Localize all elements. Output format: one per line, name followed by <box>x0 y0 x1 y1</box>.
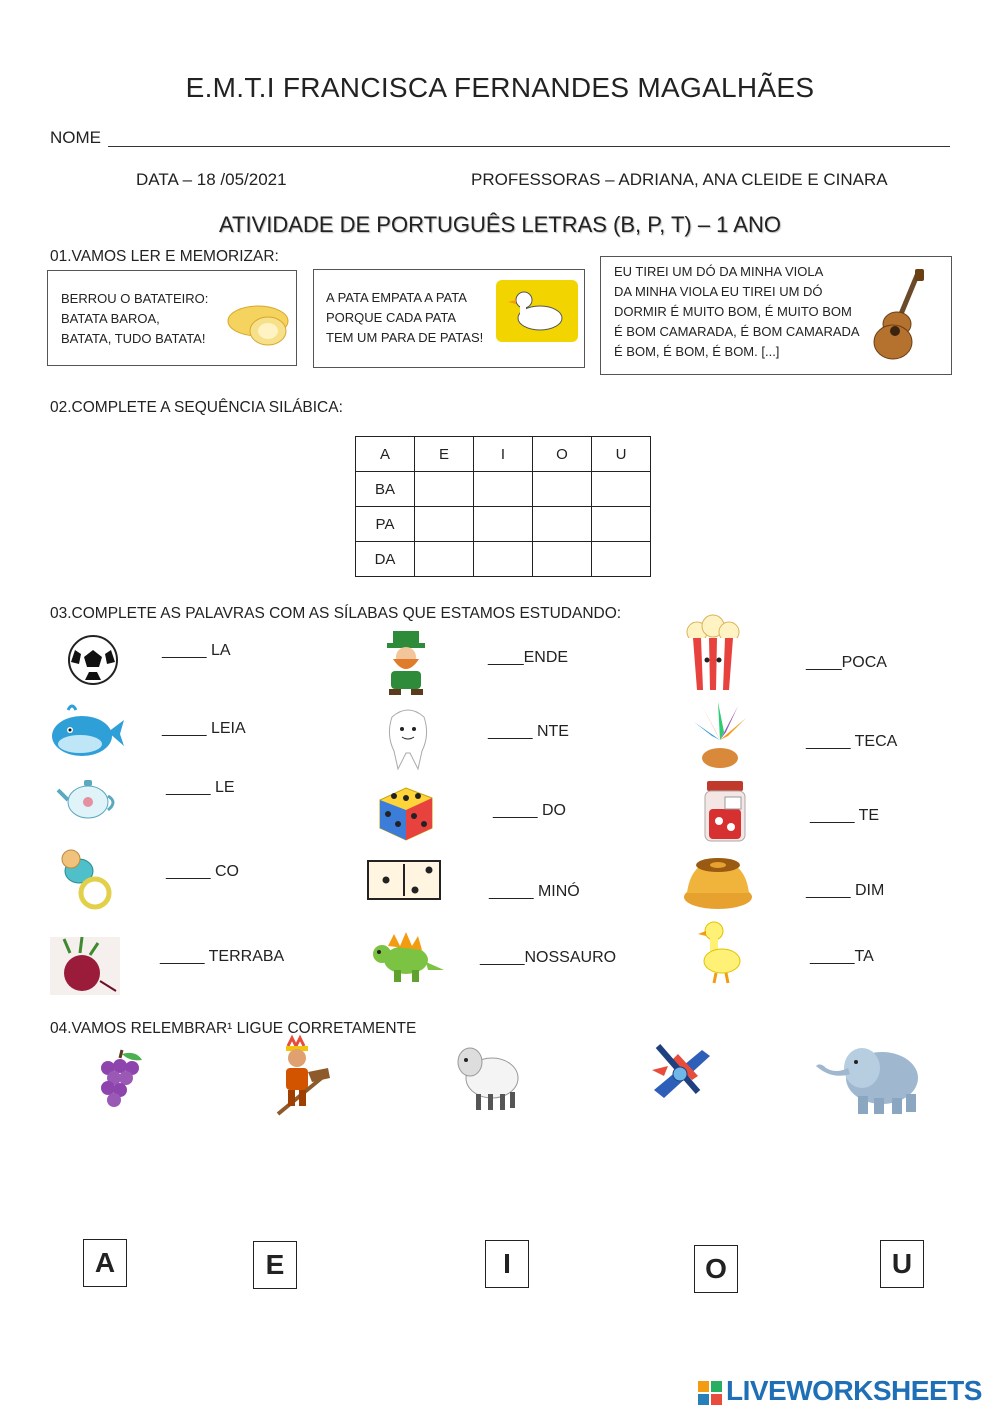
activity-title: ATIVIDADE DE PORTUGUÊS LETRAS (B, P, T) – 1 ANO <box>219 212 781 237</box>
verse-line: EU TIREI UM DÓ DA MINHA VIOLA <box>614 264 824 279</box>
school-name: E.M.T.I FRANCISCA FERNANDES MAGALHÃES <box>185 72 815 103</box>
verse-line: É BOM, É BOM, É BOM. [...] <box>614 344 780 359</box>
table-row <box>356 472 651 507</box>
word-blank[interactable]: _____TA <box>810 948 874 965</box>
verse-line: É BOM CAMARADA, É BOM CAMARADA <box>614 324 860 339</box>
beet-icon <box>50 937 120 995</box>
table-row <box>356 507 651 542</box>
soccer-ball-icon <box>67 634 119 686</box>
airplane-icon[interactable] <box>648 1040 714 1106</box>
vowel-box-u[interactable]: U <box>880 1240 924 1288</box>
pudding-icon <box>681 853 755 911</box>
teachers-text: PROFESSORAS – ADRIANA, ANA CLEIDE E CINARA <box>471 170 888 189</box>
verse-line: TEM UM PARA DE PATAS! <box>326 330 484 345</box>
answer-cell[interactable] <box>592 507 651 542</box>
answer-cell[interactable] <box>415 507 474 542</box>
word-blank[interactable]: ____ENDE <box>488 649 569 666</box>
teapot-icon <box>58 774 118 822</box>
table-row <box>356 437 651 472</box>
word-blank[interactable]: _____ LE <box>166 779 235 796</box>
table-header-cell: E <box>415 437 474 472</box>
word-blank[interactable]: _____ TE <box>810 807 880 824</box>
table-header-cell: U <box>592 437 651 472</box>
table-header-cell: O <box>533 437 592 472</box>
answer-cell[interactable] <box>415 542 474 577</box>
word-blank[interactable]: _____NOSSAURO <box>480 949 617 966</box>
vowel-box-i[interactable]: I <box>485 1240 529 1288</box>
leprechaun-icon <box>373 631 439 697</box>
word-blank[interactable]: _____ CO <box>166 863 239 880</box>
word-blank[interactable]: ____POCA <box>806 654 887 671</box>
name-line[interactable] <box>108 146 950 147</box>
answer-cell[interactable] <box>474 472 533 507</box>
verse-box-guitar <box>600 256 952 375</box>
pacifier-icon <box>55 849 115 913</box>
q4-label: 04.VAMOS RELEMBRAR¹ LIGUE CORRETAMENTE <box>50 1020 417 1037</box>
name-label: NOME <box>50 128 101 147</box>
word-blank[interactable]: _____ LEIA <box>162 720 246 737</box>
whale-icon <box>50 700 126 758</box>
sheep-icon[interactable] <box>452 1034 522 1114</box>
potato-icon <box>223 299 293 354</box>
table-header-cell: A <box>356 437 415 472</box>
answer-cell[interactable] <box>592 542 651 577</box>
tooth-icon <box>386 707 430 771</box>
answer-cell[interactable] <box>415 472 474 507</box>
answer-cell[interactable] <box>533 542 592 577</box>
q3-label: 03.COMPLETE AS PALAVRAS COM AS SÍLABAS QUE ESTAMOS ESTUDANDO: <box>50 605 622 622</box>
jam-jar-icon <box>699 779 751 845</box>
answer-cell[interactable] <box>474 507 533 542</box>
table-row-label: BA <box>356 472 415 507</box>
dinosaur-icon <box>372 926 444 984</box>
word-blank[interactable]: _____ DIM <box>806 882 885 899</box>
word-blank[interactable]: _____ DO <box>493 802 566 819</box>
q1-label: 01.VAMOS LER E MEMORIZAR: <box>50 248 279 265</box>
answer-cell[interactable] <box>592 472 651 507</box>
verse-line: DORMIR É MUITO BOM, É MUITO BOM <box>614 304 852 319</box>
verse-line: BERROU O BATATEIRO: <box>61 291 209 306</box>
date-text: DATA – 18 /05/2021 <box>136 170 287 189</box>
duck-icon <box>496 280 578 342</box>
domino-icon <box>367 860 441 900</box>
verse-box-potato <box>47 270 297 366</box>
word-blank[interactable]: _____ LA <box>162 642 231 659</box>
verse-line: BATATA BAROA, <box>61 311 160 326</box>
dice-icon <box>376 784 436 844</box>
verse-line: PORQUE CADA PATA <box>326 310 457 325</box>
answer-cell[interactable] <box>474 542 533 577</box>
indian-boy-icon[interactable] <box>268 1038 334 1116</box>
liveworksheets-logo: LIVEWORKSHEETS <box>726 1375 982 1406</box>
popcorn-icon <box>681 616 745 696</box>
vowel-box-a[interactable]: A <box>83 1239 127 1287</box>
elephant-icon[interactable] <box>812 1040 924 1116</box>
grapes-icon[interactable] <box>90 1050 150 1110</box>
verse-box-duck <box>313 269 585 368</box>
vowel-box-e[interactable]: E <box>253 1241 297 1289</box>
table-row-label: DA <box>356 542 415 577</box>
answer-cell[interactable] <box>533 472 592 507</box>
verse-line: BATATA, TUDO BATATA! <box>61 331 206 346</box>
duck-icon <box>698 919 744 985</box>
q2-label: 02.COMPLETE A SEQUÊNCIA SILÁBICA: <box>50 399 343 416</box>
table-row <box>356 542 651 577</box>
guitar-icon <box>873 269 933 364</box>
word-blank[interactable]: _____ NTE <box>488 723 569 740</box>
word-blank[interactable]: _____ MINÓ <box>489 883 580 900</box>
answer-cell[interactable] <box>533 507 592 542</box>
verse-line: DA MINHA VIOLA EU TIREI UM DÓ <box>614 284 823 299</box>
word-blank[interactable]: _____ TECA <box>806 733 898 750</box>
word-blank[interactable]: _____ TERRABA <box>160 948 285 965</box>
syllable-table <box>355 436 651 577</box>
verse-line: A PATA EMPATA A PATA <box>326 290 467 305</box>
table-row-label: PA <box>356 507 415 542</box>
liveworksheets-logo-icon <box>698 1381 722 1405</box>
peteca-icon <box>692 702 748 770</box>
table-header-cell: I <box>474 437 533 472</box>
vowel-box-o[interactable]: O <box>694 1245 738 1293</box>
